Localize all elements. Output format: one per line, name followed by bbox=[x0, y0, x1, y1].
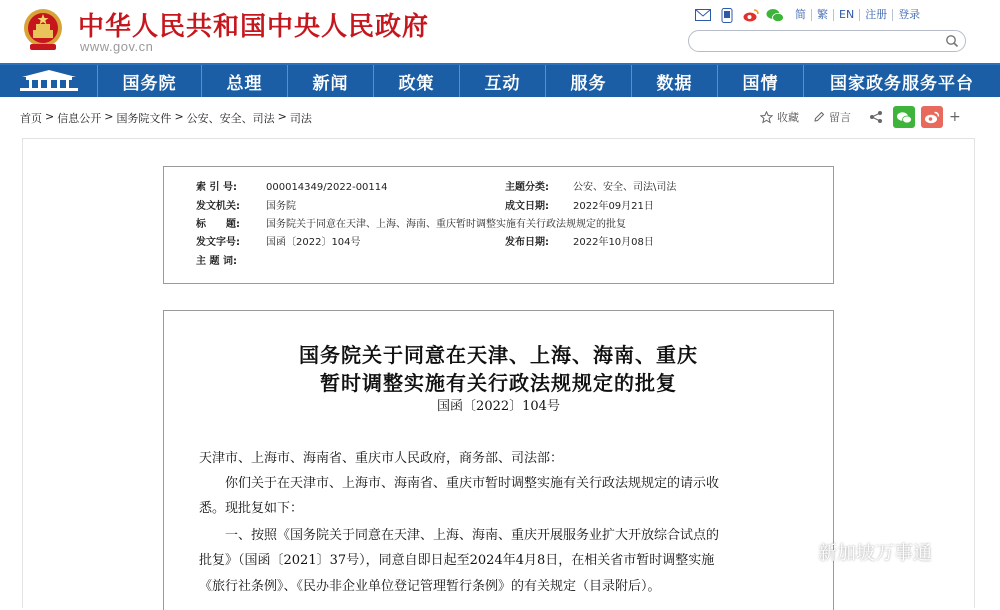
main-nav bbox=[0, 63, 1000, 97]
wechat-icon[interactable] bbox=[766, 7, 784, 23]
comment-button[interactable] bbox=[813, 109, 851, 125]
meta-row bbox=[164, 179, 833, 197]
nav-item-state-council[interactable]: 国务院 bbox=[98, 65, 202, 97]
weibo-share-icon[interactable] bbox=[921, 106, 943, 128]
site-title[interactable]: 中华人民共和国中央人民政府 bbox=[78, 12, 430, 42]
meta-row bbox=[164, 234, 833, 252]
doc-number-value: 国函〔2022〕104号 bbox=[266, 237, 361, 248]
weibo-icon[interactable] bbox=[742, 7, 760, 23]
published-date-value: 2022年10月08日 bbox=[573, 237, 654, 248]
document-title-line-2: 暂时调整实施有关行政法规规定的批复 bbox=[320, 371, 677, 395]
document-paragraph-line: 你们关于在天津市、上海市、海南省、重庆市暂时调整实施有关行政法规规定的请示收 bbox=[199, 476, 720, 491]
national-emblem-icon[interactable] bbox=[22, 6, 64, 54]
document-title-line-1: 国务院关于同意在天津、上海、海南、重庆 bbox=[299, 343, 698, 367]
meta-row bbox=[164, 198, 833, 216]
topic-label: 主题分类: bbox=[505, 182, 549, 193]
document-paragraph-line: 天津市、上海市、海南省、重庆市人民政府，商务部、司法部： bbox=[199, 451, 564, 466]
top-links bbox=[694, 6, 925, 24]
wechat-watermark-icon bbox=[786, 541, 812, 563]
published-date-label: 发布日期: bbox=[505, 237, 549, 248]
index-value: 000014349/2022-00114 bbox=[266, 182, 388, 193]
star-icon bbox=[760, 111, 773, 124]
watermark bbox=[786, 538, 932, 565]
created-date-value: 2022年09月21日 bbox=[573, 201, 654, 212]
nav-home-icon[interactable] bbox=[0, 65, 98, 97]
breadcrumb-security-justice[interactable]: 公安、安全、司法 bbox=[186, 112, 275, 125]
meta-row bbox=[164, 253, 833, 271]
nav-item-news[interactable]: 新闻 bbox=[288, 65, 374, 97]
document-paragraph-line: 悉。现批复如下： bbox=[199, 501, 304, 516]
link-register[interactable]: 注册 bbox=[859, 9, 892, 21]
breadcrumb bbox=[20, 110, 312, 126]
share-icon[interactable] bbox=[865, 106, 887, 128]
nav-item-interaction[interactable]: 互动 bbox=[460, 65, 546, 97]
breadcrumb-separator: > bbox=[45, 110, 55, 123]
document-paragraph-line: 一、按照《国务院关于同意在天津、上海、海南、重庆开展服务业扩大开放综合试点的 bbox=[199, 528, 720, 543]
breadcrumb-info-disclosure[interactable]: 信息公开 bbox=[57, 112, 102, 125]
breadcrumb-justice[interactable]: 司法 bbox=[289, 112, 312, 125]
site-url[interactable]: www.gov.cn bbox=[80, 39, 154, 54]
more-share-button[interactable]: + bbox=[949, 109, 961, 125]
favorite-button[interactable] bbox=[760, 109, 799, 125]
link-english[interactable]: EN bbox=[833, 9, 859, 21]
watermark-text: 新加坡万事通 bbox=[818, 542, 933, 564]
search-icon[interactable] bbox=[945, 34, 959, 48]
doc-number-label: 发文字号: bbox=[196, 237, 240, 248]
mobile-icon[interactable] bbox=[718, 7, 736, 23]
breadcrumb-council-documents[interactable]: 国务院文件 bbox=[116, 112, 172, 125]
breadcrumb-separator: > bbox=[104, 110, 114, 123]
link-traditional[interactable]: 繁 bbox=[811, 9, 833, 21]
document-number: 国函〔2022〕104号 bbox=[437, 399, 560, 414]
issuer-value: 国务院 bbox=[266, 201, 296, 212]
nav-item-services[interactable]: 服务 bbox=[546, 65, 632, 97]
title-value: 国务院关于同意在天津、上海、海南、重庆暂时调整实施有关行政法规规定的批复 bbox=[266, 219, 626, 230]
site-header bbox=[0, 0, 1000, 62]
breadcrumb-home[interactable]: 首页 bbox=[20, 112, 42, 125]
document-paragraph-line: 《旅行社条例》、《民办非企业单位登记管理暂行条例》的有关规定（目录附后）。 bbox=[199, 579, 661, 594]
document-meta-table bbox=[163, 166, 834, 284]
topic-value: 公安、安全、司法\司法 bbox=[573, 182, 677, 193]
link-simplified[interactable]: 简 bbox=[795, 8, 806, 21]
index-label: 索 引 号: bbox=[196, 182, 237, 193]
pencil-icon bbox=[813, 111, 825, 123]
mail-icon[interactable] bbox=[694, 7, 712, 23]
comment-label: 留言 bbox=[829, 111, 851, 124]
wechat-share-icon[interactable] bbox=[893, 106, 915, 128]
nav-item-national-info[interactable]: 国情 bbox=[718, 65, 804, 97]
breadcrumb-separator: > bbox=[277, 110, 287, 123]
link-login[interactable]: 登录 bbox=[892, 9, 925, 21]
breadcrumb-separator: > bbox=[174, 110, 184, 123]
document-body bbox=[163, 310, 834, 610]
issuer-label: 发文机关: bbox=[196, 201, 240, 212]
document-paragraph-line: 批复》（国函〔2021〕37号），同意自即日起至2024年4月8日，在相关省市暂时调整实施 bbox=[199, 553, 715, 568]
created-date-label: 成文日期: bbox=[505, 201, 549, 212]
nav-item-premier[interactable]: 总理 bbox=[202, 65, 288, 97]
article-tools bbox=[760, 106, 961, 128]
title-label: 标 题: bbox=[196, 219, 240, 230]
search-input[interactable] bbox=[688, 30, 966, 52]
nav-item-policy[interactable]: 政策 bbox=[374, 65, 460, 97]
meta-row bbox=[164, 216, 833, 234]
nav-item-data[interactable]: 数据 bbox=[632, 65, 718, 97]
keywords-label: 主 题 词: bbox=[196, 256, 237, 267]
favorite-label: 收藏 bbox=[777, 111, 799, 124]
nav-item-gov-service-platform[interactable]: 国家政务服务平台 bbox=[830, 73, 974, 94]
